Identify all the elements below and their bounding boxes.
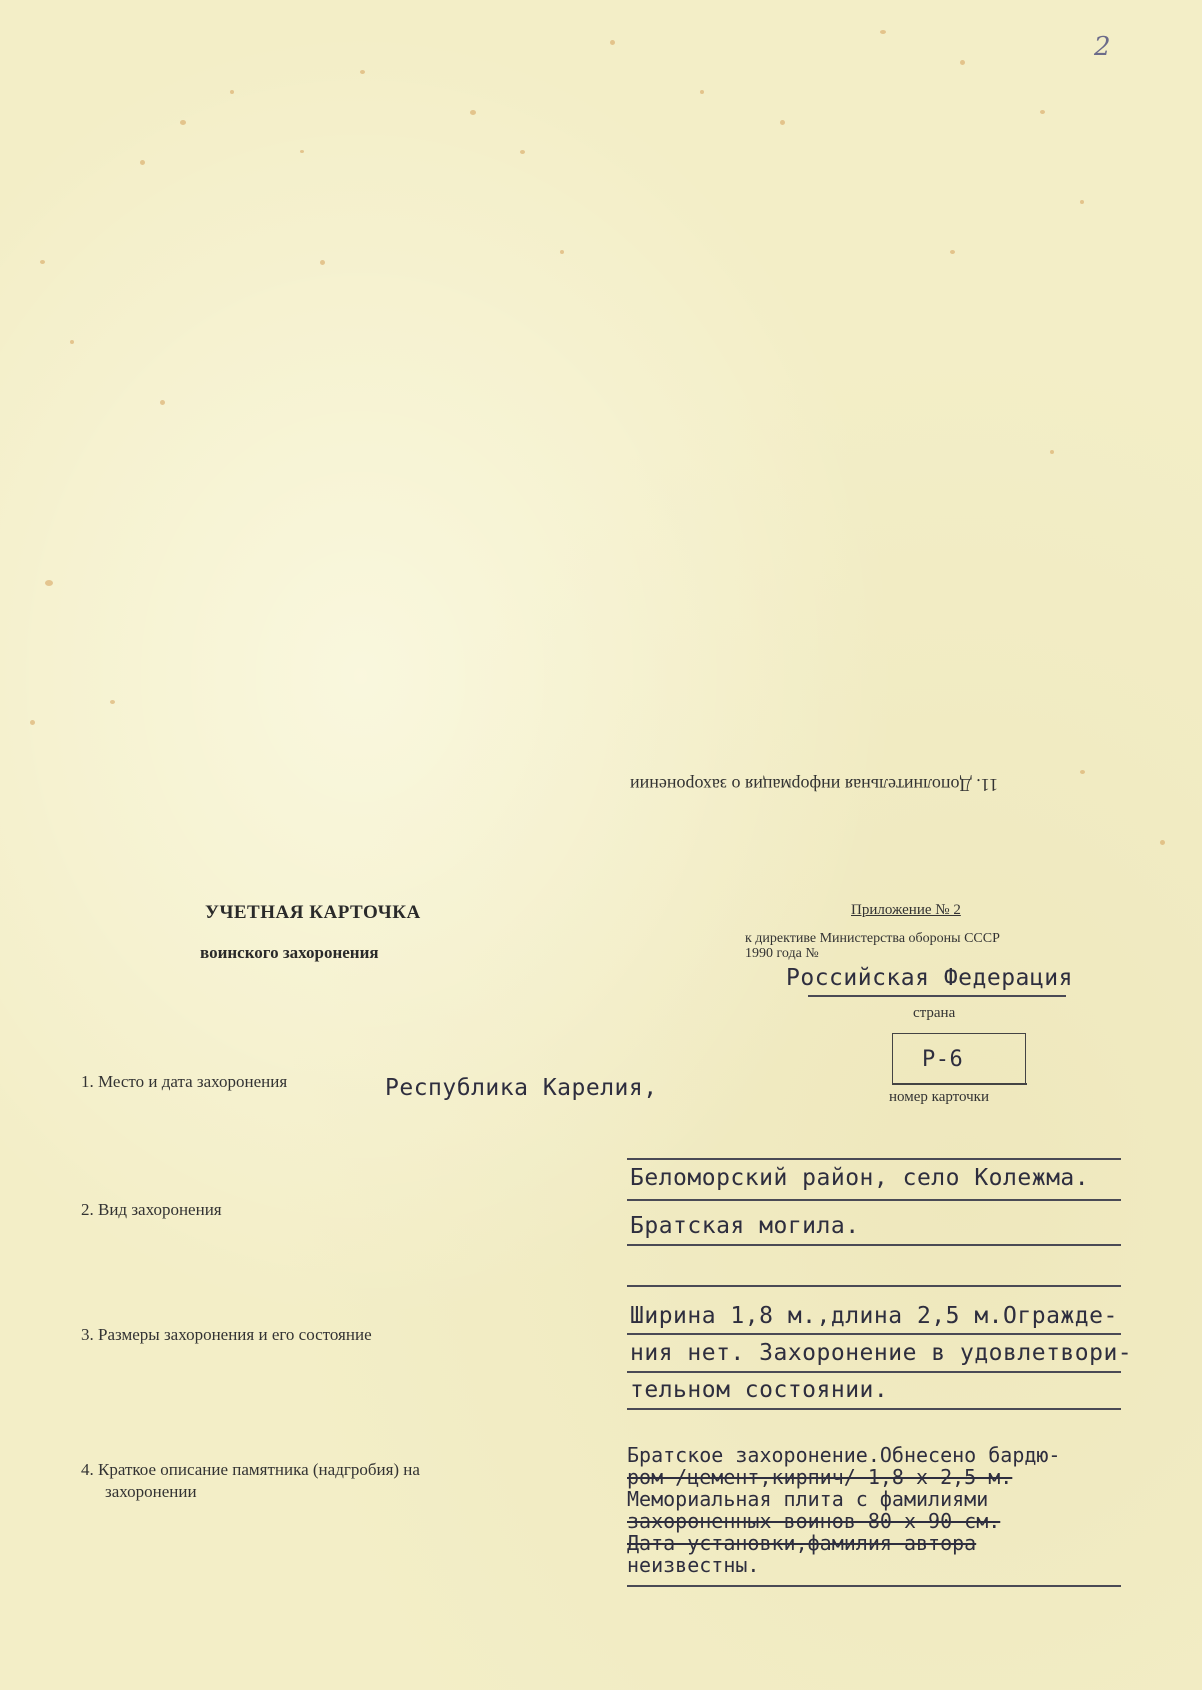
reverse-side-heading: 11. Дополнительная информация о захоронении — [630, 775, 999, 795]
field-2-rule-2 — [627, 1285, 1121, 1287]
field-4-rule — [627, 1585, 1121, 1587]
field-3-label: 3. Размеры захоронения и его состояние — [81, 1325, 372, 1344]
field-3-line-2: ния нет. Захоронение в удовлетвори- — [630, 1340, 1133, 1366]
field-4-line-3: Мемориальная плита с фамилиями — [627, 1487, 989, 1511]
field-1-rule-top — [627, 1158, 1121, 1160]
field-4-line-1: Братское захоронение.Обнесено бардю- — [627, 1443, 1061, 1467]
field-4-label-line-1: 4. Краткое описание памятника (надгробия) на — [81, 1460, 420, 1479]
field-4-label-line-2: захоронении — [105, 1482, 197, 1501]
field-2-label: 2. Вид захоронения — [81, 1200, 222, 1219]
card-subtitle: воинского захоронения — [200, 943, 379, 962]
annex-directive-line: к директиве Министерства обороны СССР — [745, 931, 1000, 946]
field-4-line-4: захороненных воинов 80 х 90 см. — [627, 1509, 1001, 1533]
field-4-line-2: ром /цемент,кирпич/ 1,8 х 2,5 м. — [627, 1465, 1013, 1489]
country-value: Российская Федерация — [786, 965, 1073, 991]
field-3-rule-2 — [627, 1371, 1121, 1373]
field-2-line-1: Братская могила. — [630, 1213, 860, 1239]
field-1-rule — [627, 1199, 1121, 1201]
country-caption: страна — [913, 1005, 956, 1021]
annex-title: Приложение № 2 — [851, 902, 961, 918]
field-1-label: 1. Место и дата захоронения — [81, 1072, 288, 1091]
field-3-rule-1 — [627, 1333, 1121, 1335]
annex-year-line: 1990 года № — [745, 946, 819, 961]
field-3-rule-3 — [627, 1408, 1121, 1410]
page-number: 2 — [1094, 32, 1111, 62]
field-3-line-1: Ширина 1,8 м.,длина 2,5 м.Огражде- — [630, 1303, 1118, 1329]
field-3-line-3: тельном состоянии. — [630, 1377, 889, 1403]
field-1-line-2: Беломорский район, село Колежма. — [630, 1165, 1090, 1191]
card-number-box-bottom — [892, 1083, 1027, 1085]
card-number-value: Р-6 — [922, 1047, 964, 1072]
field-1-line-1: Республика Карелия, — [385, 1075, 658, 1101]
field-4-line-5: Дата установки,фамилия автора — [627, 1531, 977, 1555]
field-4-line-6: неизвестны. — [627, 1553, 760, 1577]
field-2-rule — [627, 1244, 1121, 1246]
card-title: УЧЕТНАЯ КАРТОЧКА — [205, 902, 421, 923]
country-underline — [808, 995, 1066, 997]
card-number-caption: номер карточки — [889, 1089, 989, 1105]
